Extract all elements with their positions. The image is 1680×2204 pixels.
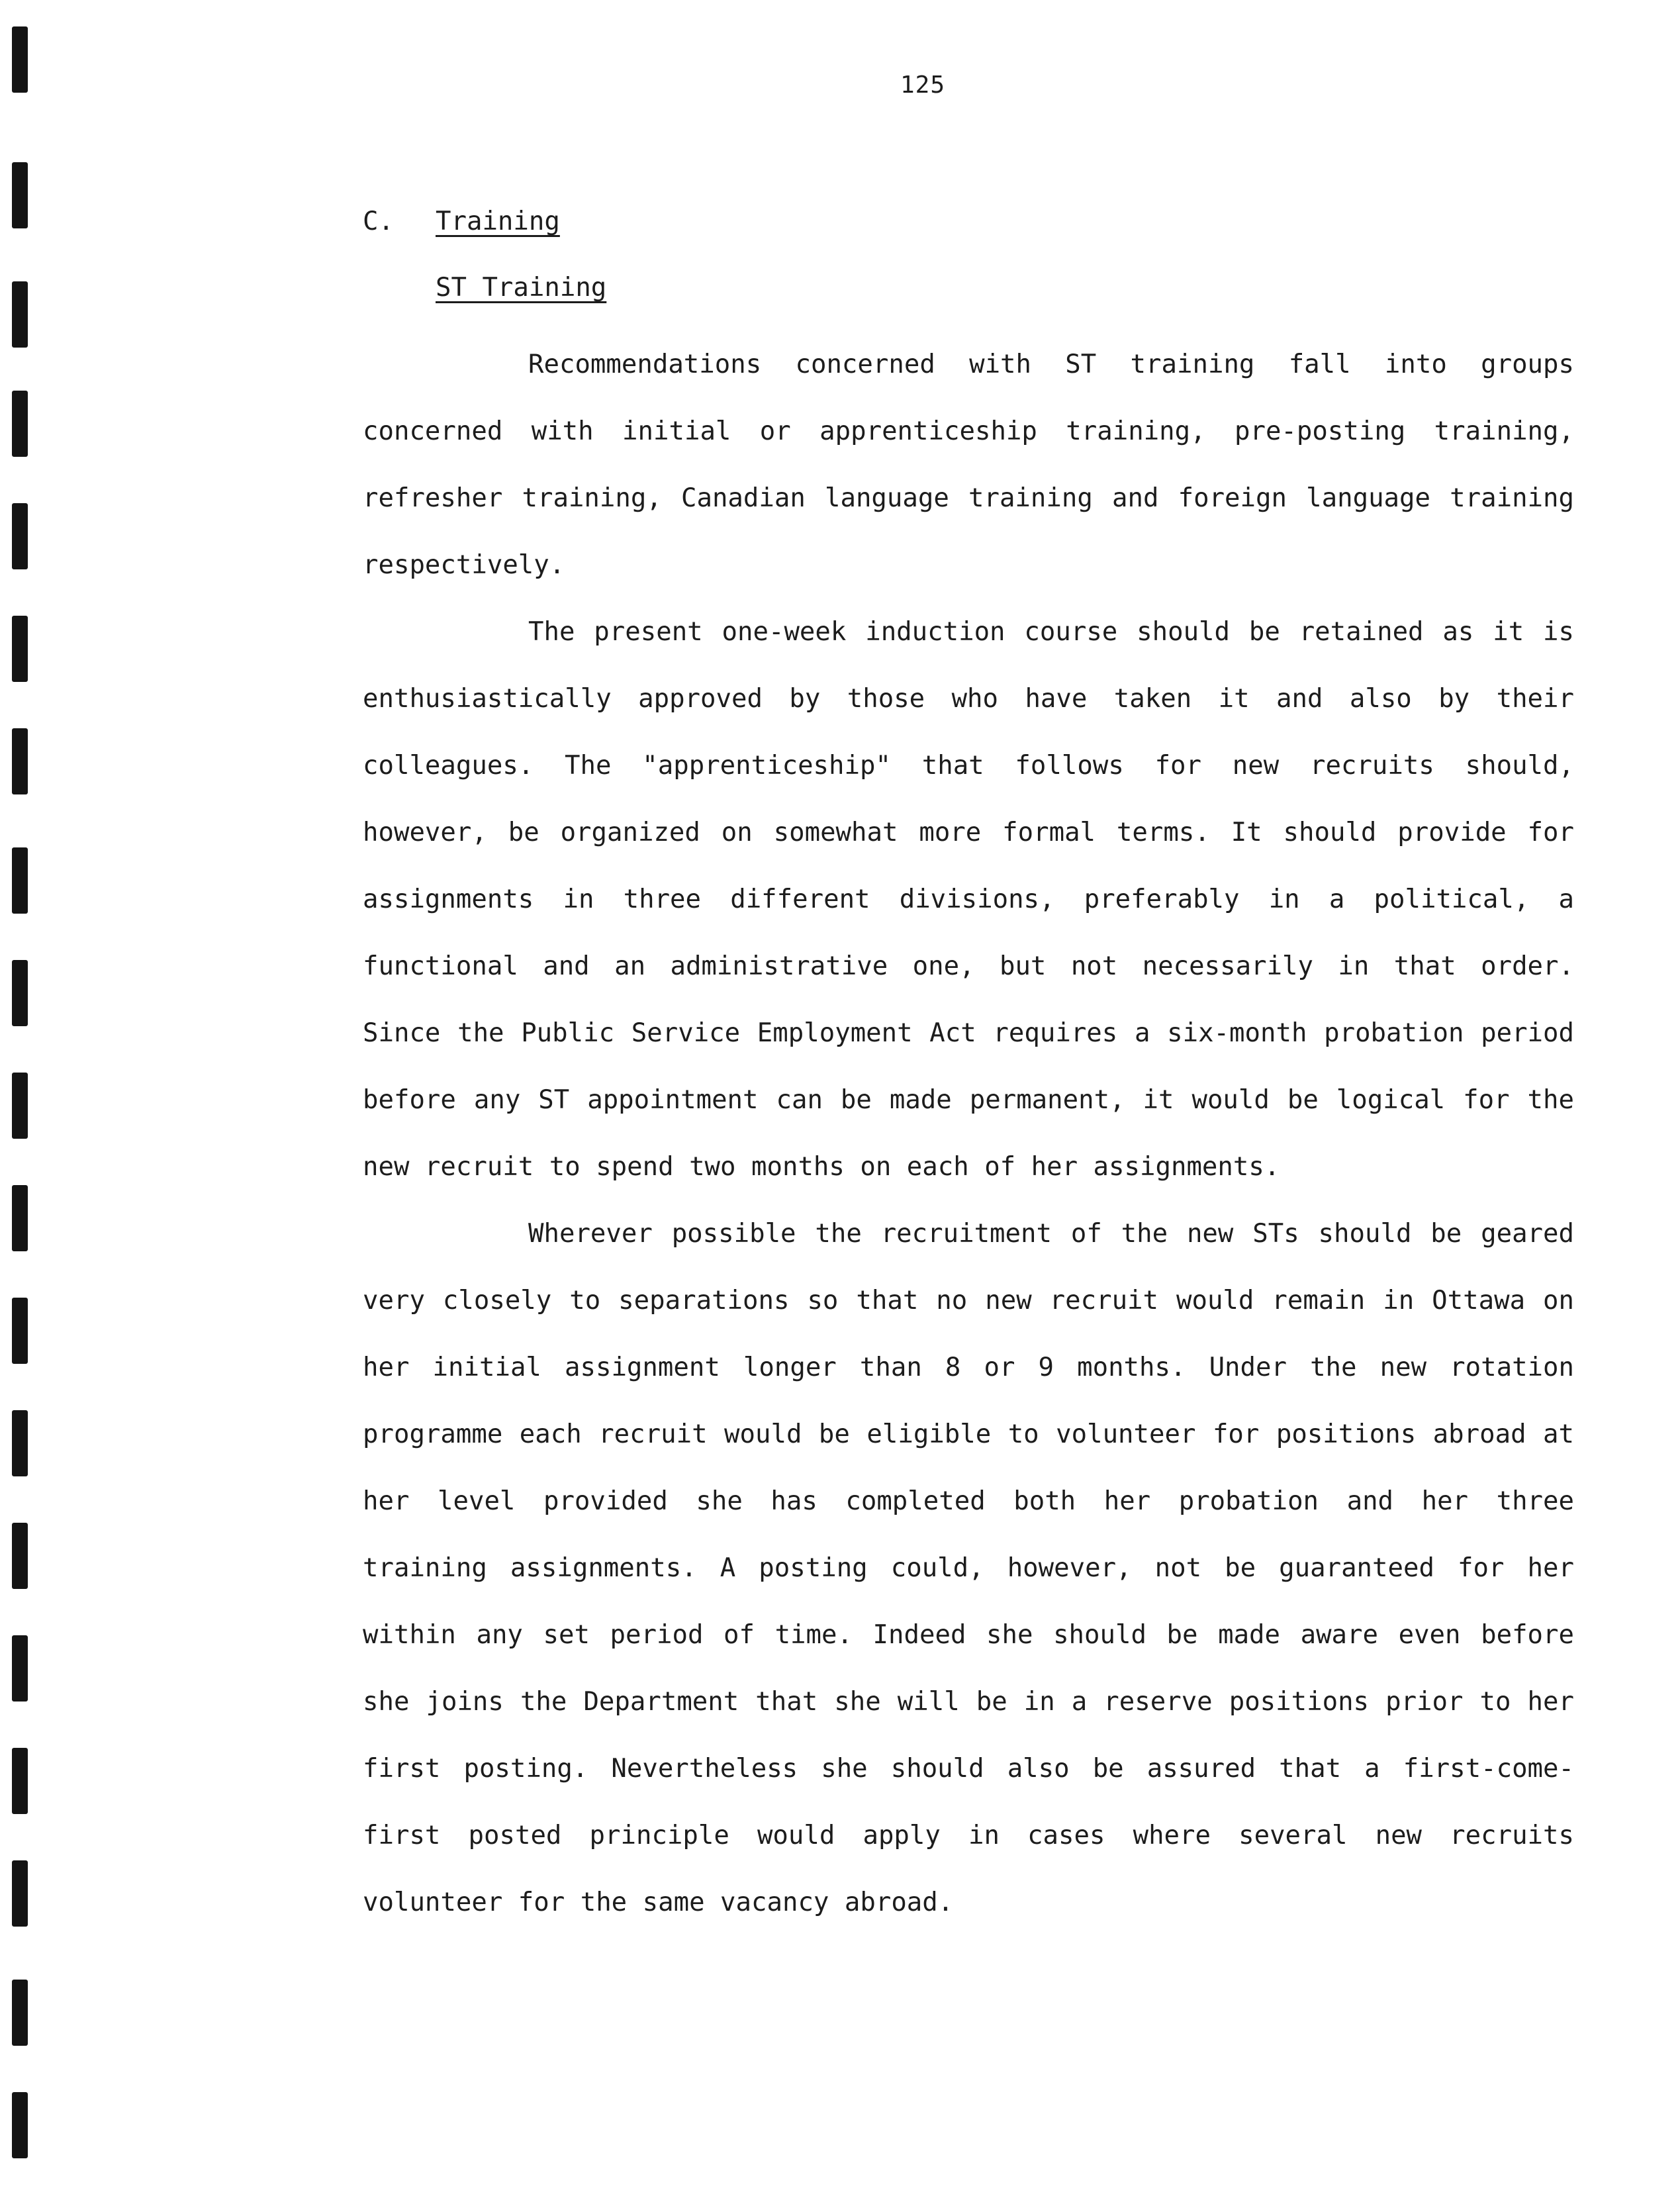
binding-mark [12, 616, 28, 682]
binding-mark [12, 1635, 28, 1701]
binding-mark [12, 1410, 28, 1476]
paragraph-2: The present one-week induction course should be retained as it is enthusiastically approved by those who have taken it and also by their colleagues. The "apprenticeship" that follows for new recruits should, however, be organized on somewhat more formal terms. It should provide for assignments in three different divisions, preferably in a political, a functional and an administrative one, but not necessarily in that order. Since the Public Service Employment Act requires a six-month probation period before any ST appointment can be made permanent, it would be logical for the new recruit to spend two months on each of her assignments. [363, 617, 1574, 1182]
binding-mark [12, 1185, 28, 1251]
subsection-title: ST Training [436, 273, 607, 303]
binding-mark [12, 1748, 28, 1814]
binding-mark [12, 728, 28, 794]
binding-mark [12, 1073, 28, 1139]
binding-mark [12, 1298, 28, 1364]
binding-mark [12, 1980, 28, 2046]
binding-marks [12, 0, 32, 2204]
binding-mark [12, 2092, 28, 2158]
section-title: Training [436, 207, 560, 236]
binding-mark [12, 391, 28, 457]
binding-mark [12, 281, 28, 348]
section-heading [363, 199, 1574, 265]
paragraph-1: Recommendations concerned with ST training fall into groups concerned with initial or apprenticeship training, pre-posting training, refresher training, Canadian language training and foreign language training respectively. [363, 350, 1574, 580]
binding-mark [12, 503, 28, 569]
binding-mark [12, 1860, 28, 1927]
binding-mark [12, 960, 28, 1026]
binding-mark [12, 1523, 28, 1589]
page-number: 125 [900, 72, 946, 99]
section-letter: C. [363, 207, 394, 236]
subsection-heading [436, 265, 1574, 324]
binding-mark [12, 847, 28, 914]
binding-mark [12, 162, 28, 228]
paragraph-3: Wherever possible the recruitment of the new STs should be geared very closely to separations so that no new recruit would remain in Ottawa on her initial assignment longer than 8 or 9 months. Under the new rotation programme each recruit would be eligible to volunteer for positions abroad at her level provided she has completed both her probation and her three training assignments. A posting could, however, not be guaranteed for her within any set period of time. Indeed she should be made aware even before she joins the Department that she will be in a reserve positions prior to her first posting. Nevertheless she should also be assured that a first-come-first posted principle would apply in cases where several new recruits volunteer for the same vacancy abroad. [363, 1219, 1574, 1917]
page-content [363, 199, 1574, 1936]
binding-mark [12, 26, 28, 93]
